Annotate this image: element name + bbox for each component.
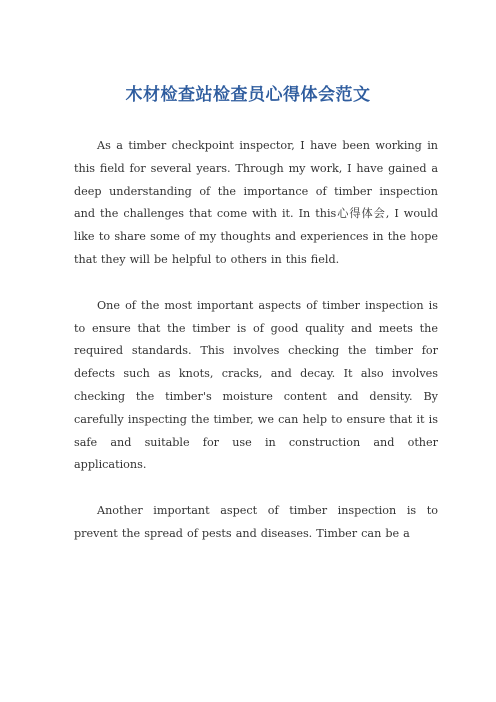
document-body <box>74 135 438 569</box>
paragraph-3: Another important aspect of timber inspection is to prevent the spread of pests and diseases. Timber can be a <box>74 504 438 540</box>
document-title: 木材检查站检查员心得体会范文 <box>125 85 371 105</box>
paragraph-2: One of the most important aspects of timber inspection is to ensure that the timber is of good quality and meets the required standards. This involves checking the timber for defects such as knots, cracks, and decay. It also involves checking the timber's moisture content and density. By carefully inspecting the timber, we can help to ensure that it is safe and suitable for use in construction and other applications. <box>74 298 438 472</box>
paragraph-1: As a timber checkpoint inspector, I have been working in this field for several years. Through my work, I have gained a deep understanding of the importance of timber inspection and the challenges that come with it. In this心得体会, I would like to share some of my thoughts and experiences in the hope that they will be helpful to others in this field. <box>74 139 438 266</box>
